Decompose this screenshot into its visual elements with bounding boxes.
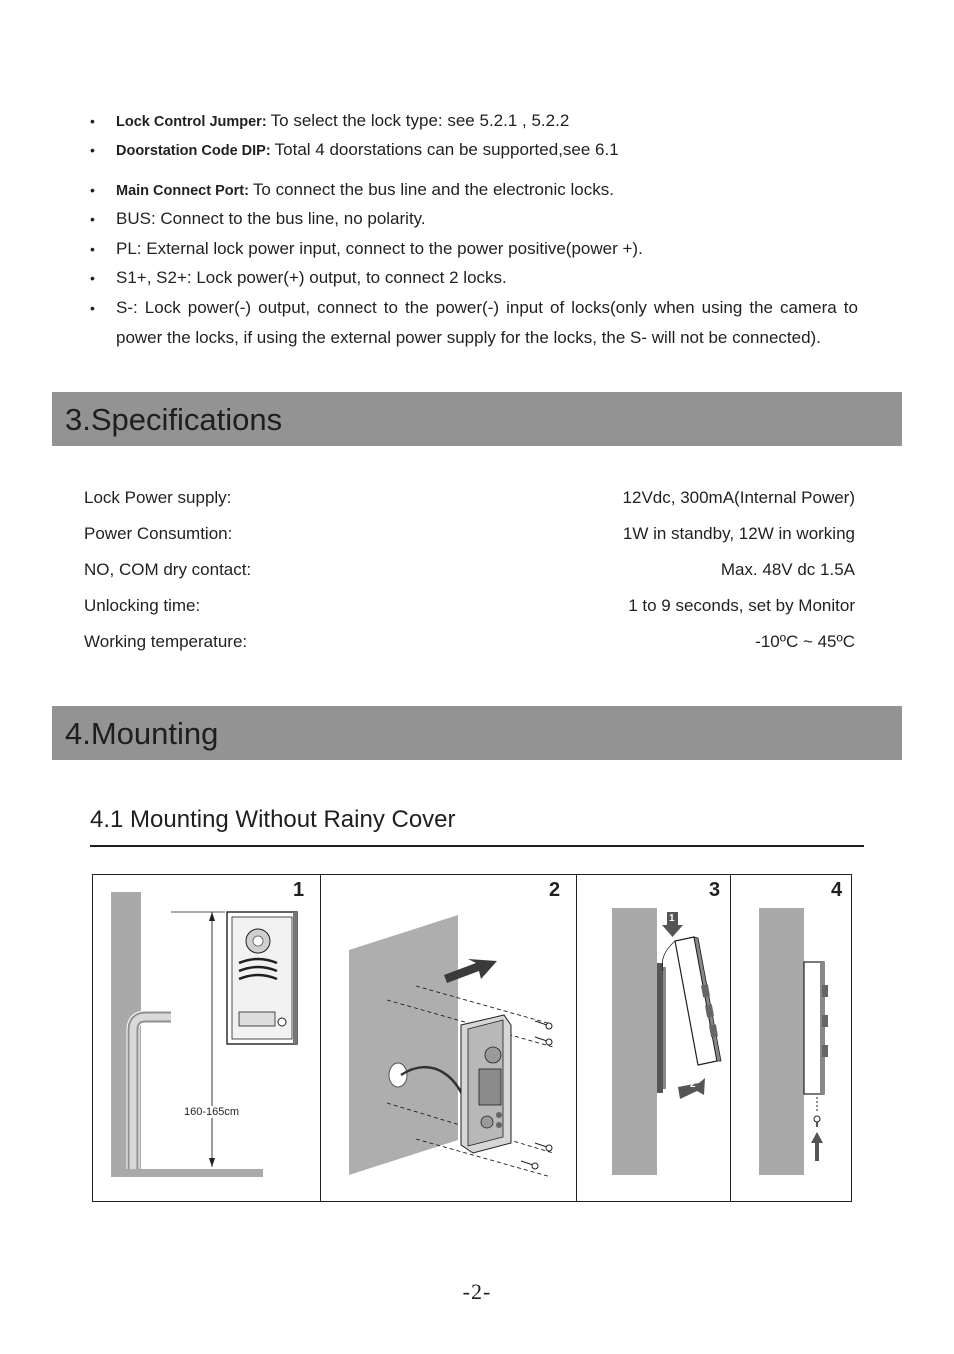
bullet-symbol: • [90, 300, 95, 316]
spec-row [84, 524, 855, 548]
step-panel-4 [730, 875, 852, 1201]
bullet-pl [90, 234, 858, 264]
bullet-symbol: • [90, 241, 95, 257]
height-label: 160-165cm [184, 1106, 240, 1118]
spec-label: Working temperature: [84, 632, 248, 651]
step-panel-2 [320, 875, 576, 1201]
wall-height-illustration [93, 875, 320, 1201]
step-number: 4 [831, 879, 843, 901]
step-number: 1 [293, 879, 305, 901]
arrow-label-2: 2 [690, 1079, 696, 1090]
bullet-term: Main Connect Port: [116, 183, 249, 199]
step-panel-1 [93, 875, 320, 1201]
spec-row [84, 596, 855, 620]
step-number: 3 [709, 879, 721, 901]
spec-value: Max. 48V dc 1.5A [720, 560, 855, 579]
bullet-doorstation-code-dip [90, 135, 858, 166]
bullet-main-connect-port [90, 175, 858, 206]
hang-device-illustration [577, 875, 731, 1201]
bullet-symbol: • [90, 182, 95, 198]
section-header-mounting [52, 706, 902, 760]
spec-value: 1W in standby, 12W in working [622, 524, 855, 543]
arrow-label-1: 1 [669, 913, 675, 924]
section-title: 3.Specifications [65, 402, 283, 437]
bullet-text: PL: External lock power input, connect to the power positive(power +). [116, 239, 643, 258]
spec-value: 1 to 9 seconds, set by Monitor [628, 596, 855, 615]
spec-row [84, 632, 855, 656]
wall-screws-illustration [321, 875, 577, 1201]
bullet-s-minus [90, 293, 858, 353]
spec-label: Lock Power supply: [84, 488, 232, 507]
secure-screw-illustration [731, 875, 853, 1201]
mounting-figure [92, 874, 852, 1202]
subsection-underline [90, 845, 864, 847]
bullet-bus [90, 204, 858, 234]
bullet-s1-s2 [90, 263, 858, 293]
section-header-specifications [52, 392, 902, 446]
spec-label: Unlocking time: [84, 596, 201, 615]
bullet-symbol: • [90, 113, 95, 129]
spec-label: NO, COM dry contact: [84, 560, 252, 579]
bullet-text: S-: Lock power(-) output, connect to the power(-) input of locks(only when using the camera to power the locks, if using the external power supply for the locks, the S- will not be connected). [116, 298, 858, 347]
bullet-text: To select the lock type: see 5.2.1 , 5.2.2 [270, 111, 570, 130]
bullet-symbol: • [90, 142, 95, 158]
bullet-term: Doorstation Code DIP: [116, 143, 271, 159]
spec-row [84, 560, 855, 584]
subsection-title: 4.1 Mounting Without Rainy Cover [90, 806, 456, 833]
bullet-text: Total 4 doorstations can be supported,see 6.1 [274, 140, 619, 159]
step-panel-3 [576, 875, 730, 1201]
bullet-term: Lock Control Jumper: [116, 114, 267, 130]
spec-label: Power Consumtion: [84, 524, 233, 543]
section-title: 4.Mounting [65, 716, 219, 751]
bullet-lock-control-jumper [90, 106, 858, 137]
bullet-text: S1+, S2+: Lock power(+) output, to connect 2 locks. [116, 268, 507, 287]
bullet-symbol: • [90, 211, 95, 227]
spec-value: -10ºC ~ 45ºC [755, 632, 855, 651]
bullet-text: BUS: Connect to the bus line, no polarity. [116, 209, 426, 228]
page-number: -2- [462, 1279, 492, 1304]
spec-value: 12Vdc, 300mA(Internal Power) [622, 488, 855, 507]
step-number: 2 [549, 879, 561, 901]
spec-row [84, 488, 855, 512]
bullet-symbol: • [90, 270, 95, 286]
bullet-text: To connect the bus line and the electronic locks. [252, 180, 614, 199]
